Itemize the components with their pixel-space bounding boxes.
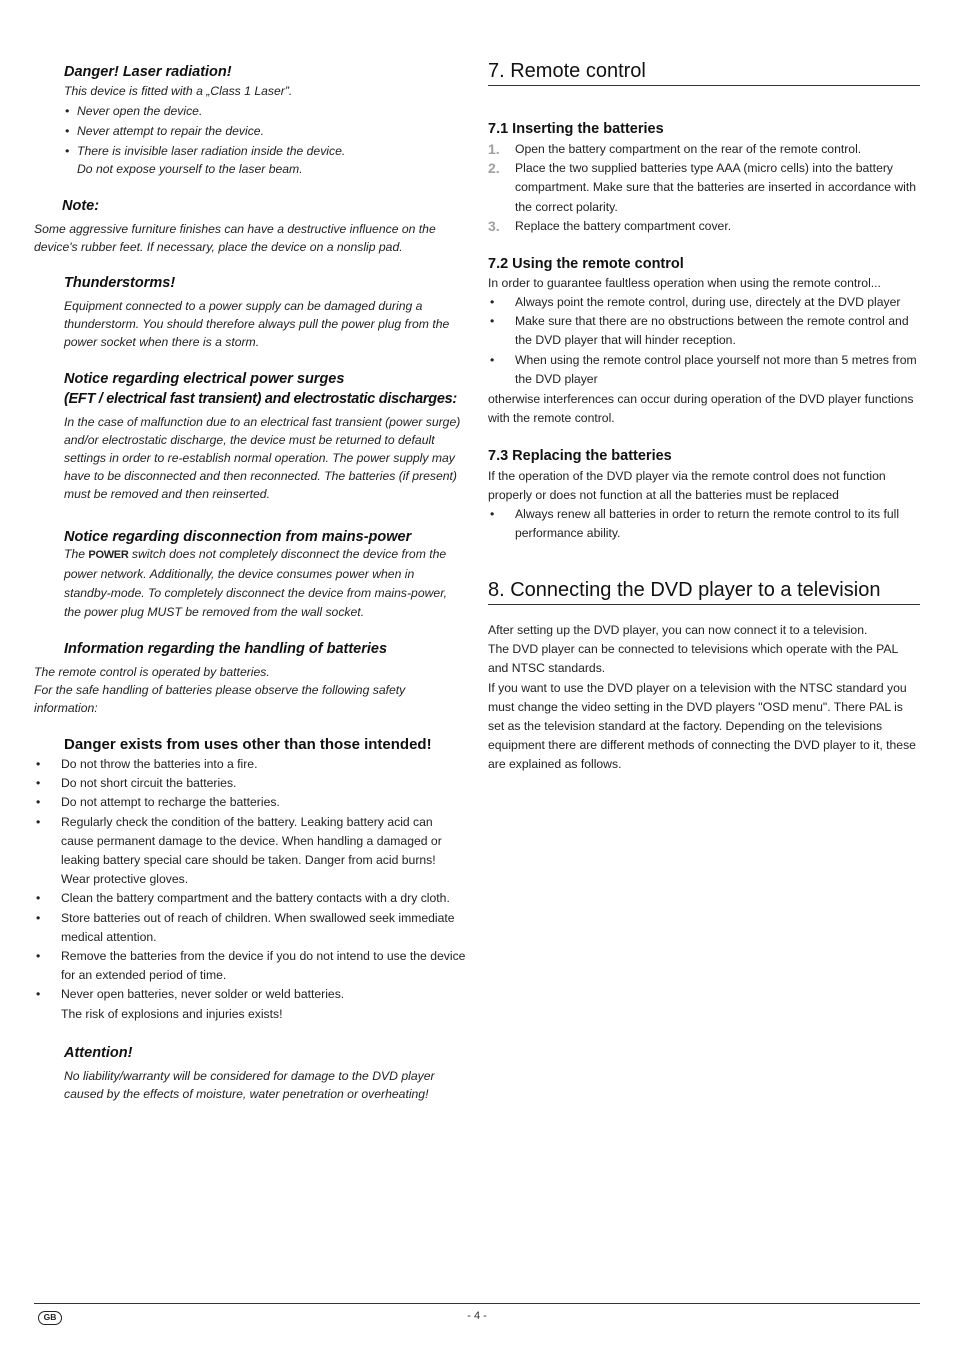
list-item: • Do not throw the batteries into a fire. (34, 755, 466, 774)
connecting-p3: If you want to use the DVD player on a television with the NTSC standard you must change the video setting in the DVD players "OSD menu". There PAL is set as the television standard at the factory. Depending on the televisions equipment there are different methods of connecting the DVD player to it, these are explained as follows. (488, 680, 916, 772)
step-number: 2. (488, 160, 500, 177)
step-number: 1. (488, 141, 500, 157)
step-item (488, 159, 920, 217)
mains-text-b: switch does not completely disconnect the device from the power network. Additionally, the device consumes power when in standby-mode. To completely disconnect the device from mains-power, the power plug MUST be removed from the wall socket. (64, 547, 447, 619)
list-item: • Regularly check the condition of the battery. Leaking battery acid can cause permanent damage to the device. When handling a damaged or leaking battery special care should be taken. Danger from acid burns! Wear protective gloves. (34, 813, 466, 890)
inserting-steps (488, 140, 920, 236)
list-item: • Never attempt to repair the device. (64, 122, 464, 140)
laser-intro: This device is fitted with a „Class 1 Laser”. (64, 84, 293, 98)
section-7-2-heading: 7.2 Using the remote control (488, 256, 684, 272)
step-number: 3. (488, 217, 500, 234)
list-item: • Store batteries out of reach of children. When swallowed seek immediate medical attention. (34, 909, 466, 947)
danger-list (34, 755, 466, 1005)
using-list (488, 293, 920, 389)
list-item: • Clean the battery compartment and the battery contacts with a dry cloth. (34, 889, 466, 908)
laser-heading: Danger! Laser radiation! (64, 64, 232, 80)
surge-heading-2: (EFT / electrical fast transient) and electrostatic discharges: (64, 391, 457, 407)
list-item: • Do not short circuit the batteries. (34, 774, 466, 793)
thunder-heading: Thunderstorms! (64, 275, 176, 291)
page-number: - 4 - (467, 1310, 487, 1322)
list-item: • Do not attempt to recharge the batteries. (34, 793, 466, 812)
mains-text (64, 545, 464, 622)
batteries-info-text-1: The remote control is operated by batteries. (34, 665, 270, 679)
note-text: Some aggressive furniture finishes can have a destructive influence on the device's rubber feet. If necessary, place the device on a nonslip pad. (34, 222, 436, 254)
step-text: Replace the battery compartment cover. (515, 218, 732, 233)
list-item: • Remove the batteries from the device if you do not intend to use the device for an extended period of time. (34, 947, 466, 985)
danger-tail: The risk of explosions and injuries exists! (61, 1007, 283, 1021)
thunder-text: Equipment connected to a power supply can be damaged during a thunderstorm. You should therefore always pull the power plug from the power socket when there is a storm. (64, 299, 450, 349)
mains-text-a: The (64, 547, 86, 561)
list-item: • Always point the remote control, during use, directely at the DVD player (488, 293, 920, 312)
step-text: Place the two supplied batteries type AAA (micro cells) into the battery compartment. Make sure that the batteries are inserted in accordance with the correct polarity. (515, 161, 917, 214)
section-7-heading: 7. Remote control (488, 59, 920, 86)
attention-text: No liability/warranty will be considered for damage to the DVD player caused by the effects of moisture, water penetration or overheating! (64, 1069, 435, 1101)
mains-heading: Notice regarding disconnection from mains-power (64, 529, 412, 545)
list-item: • Always renew all batteries in order to return the remote control to its full performance ability. (488, 505, 920, 543)
connecting-text (488, 621, 920, 775)
section-8-heading: 8. Connecting the DVD player to a television (488, 578, 920, 605)
list-item-continued: Do not expose yourself to the laser beam. (77, 162, 303, 176)
list-item: • There is invisible laser radiation inside the device. (64, 142, 464, 160)
connecting-p2: The DVD player can be connected to televisions which operate with the PAL and NTSC standards. (488, 642, 898, 676)
using-outro: otherwise interferences can occur during operation of the DVD player functions with the remote control. (488, 392, 914, 426)
section-7-3-heading: 7.3 Replacing the batteries (488, 448, 672, 464)
note-heading: Note: (62, 198, 100, 214)
laser-section (64, 62, 464, 178)
batteries-info-heading: Information regarding the handling of batteries (64, 641, 388, 657)
list-item: • When using the remote control place yourself not more than 5 metres from the DVD player (488, 351, 920, 389)
attention-heading: Attention! (64, 1045, 133, 1061)
section-7-1-heading: 7.1 Inserting the batteries (488, 121, 664, 137)
footer-divider (34, 1303, 920, 1304)
list-item: • Make sure that there are no obstructions between the remote control and the DVD player that will hinder reception. (488, 312, 920, 350)
step-item (488, 140, 920, 159)
replacing-list (488, 505, 920, 543)
laser-list (64, 102, 464, 178)
connecting-p1: After setting up the DVD player, you can now connect it to a television. (488, 623, 868, 637)
batteries-info-text-2: For the safe handling of batteries please observe the following safety information: (34, 683, 406, 715)
language-badge: GB (38, 1311, 62, 1325)
power-label: POWER (88, 549, 129, 561)
step-text: Open the battery compartment on the rear of the remote control. (515, 142, 862, 156)
using-intro: In order to guarantee faultless operation when using the remote control... (488, 276, 881, 290)
step-item (488, 217, 920, 236)
surge-text: In the case of malfunction due to an electrical fast transient (power surge) and/or electrostatic discharge, the device must be returned to default settings in order to re-establish normal operation. The power supply may have to be disconnected and then reconnected. The batteries (if present) must be removed and then reinserted. (64, 415, 461, 501)
danger-heading: Danger exists from uses other than those intended! (64, 736, 432, 753)
replacing-intro: If the operation of the DVD player via the remote control does not function properly or does not function at all the batteries must be replaced (488, 469, 886, 503)
surge-heading-1: Notice regarding electrical power surges (64, 371, 345, 387)
list-item: • Never open the device. (64, 102, 464, 120)
list-item: • Never open batteries, never solder or weld batteries. (34, 985, 466, 1004)
